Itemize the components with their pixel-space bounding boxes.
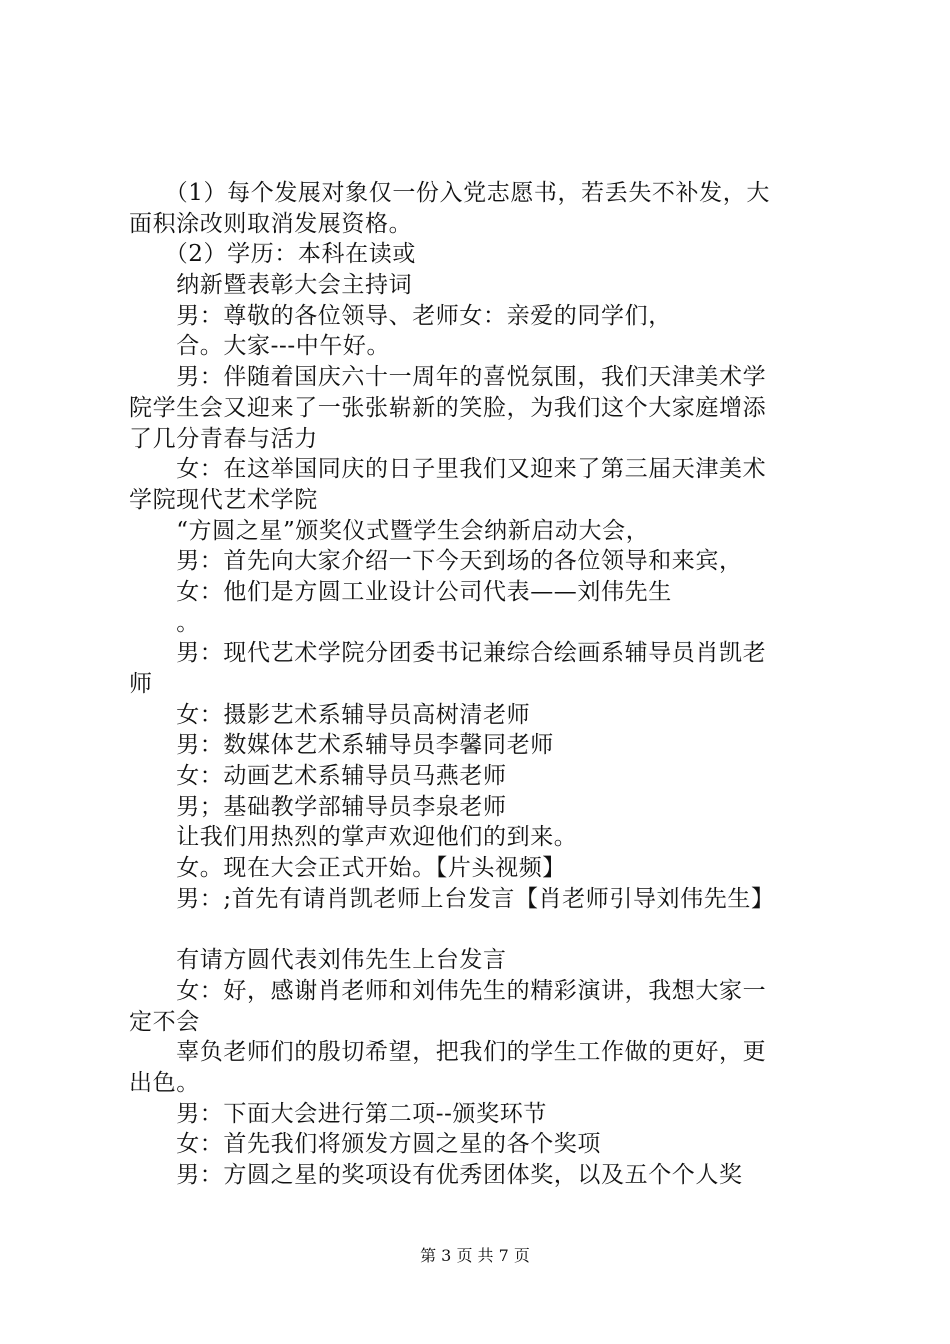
blank-line (129, 915, 834, 946)
text-line: 男：现代艺术学院分团委书记兼综合绘画系辅导员肖凯老 (129, 640, 767, 667)
text-line: 女：他们是方圆工业设计公司代表——刘伟先生 (129, 578, 672, 605)
text-line: 女：在这举国同庆的日子里我们又迎来了第三届天津美术 (129, 456, 767, 483)
text-line: 男：;首先有请肖凯老师上台发言【肖老师引导刘伟先生】 (129, 885, 775, 912)
text-line: （1）每个发展对象仅一份入党志愿书，若丢失不补发，大 (129, 180, 770, 206)
text-line: “方圆之星”颁奖仪式暨学生会纳新启动大会， (129, 517, 650, 544)
text-line: 辜负老师们的殷切希望，把我们的学生工作做的更好，更 (129, 1039, 767, 1066)
text-line: 男：数媒体艺术系辅导员李馨同老师 (129, 732, 554, 759)
text-line: 。 (129, 609, 200, 636)
text-line: 男：下面大会进行第二项--颁奖环节 (129, 1100, 547, 1127)
text-line: 女：动画艺术系辅导员马燕老师 (129, 763, 507, 790)
text-line: 定不会 (129, 1008, 200, 1035)
text-line: 让我们用热烈的掌声欢迎他们的到来。 (129, 824, 578, 851)
text-line: 男；基础教学部辅导员李泉老师 (129, 793, 507, 820)
text-line: 有请方圆代表刘伟先生上台发言 (129, 947, 507, 974)
text-line: 女：首先我们将颁发方圆之星的各个奖项 (129, 1131, 601, 1158)
text-line: 男：首先向大家介绍一下今天到场的各位领导和来宾， (129, 548, 743, 575)
text-line: 师 (129, 671, 153, 697)
document-body (129, 178, 834, 1191)
text-line: 纳新暨表彰大会主持词 (129, 272, 413, 299)
text-line: 出色。 (129, 1069, 200, 1096)
text-line: 面积涂改则取消发展资格。 (129, 210, 413, 237)
text-line: 女：好，感谢肖老师和刘伟先生的精彩演讲，我想大家一 (129, 977, 767, 1004)
text-line: 女：摄影艺术系辅导员高树清老师 (129, 701, 531, 728)
page-number-footer: 第 3 页 共 7 页 (420, 1246, 530, 1265)
text-line: 男：尊敬的各位领导、老师女：亲爱的同学们， (129, 302, 672, 329)
text-line: 男：伴随着国庆六十一周年的喜悦氛围，我们天津美术学 (129, 364, 767, 391)
text-line: 学院现代艺术学院 (129, 486, 318, 513)
text-line: 合。大家---中午好。 (129, 333, 391, 360)
text-line: （2）学历：本科在读或 (129, 241, 416, 268)
text-line: 了几分青春与活力 (129, 425, 318, 452)
text-line: 院学生会又迎来了一张张崭新的笑脸，为我们这个大家庭增添 (129, 394, 767, 421)
text-line: 女。现在大会正式开始。【片头视频】 (129, 855, 566, 882)
text-line: 男：方圆之星的奖项设有优秀团体奖，以及五个个人奖 (129, 1162, 743, 1188)
